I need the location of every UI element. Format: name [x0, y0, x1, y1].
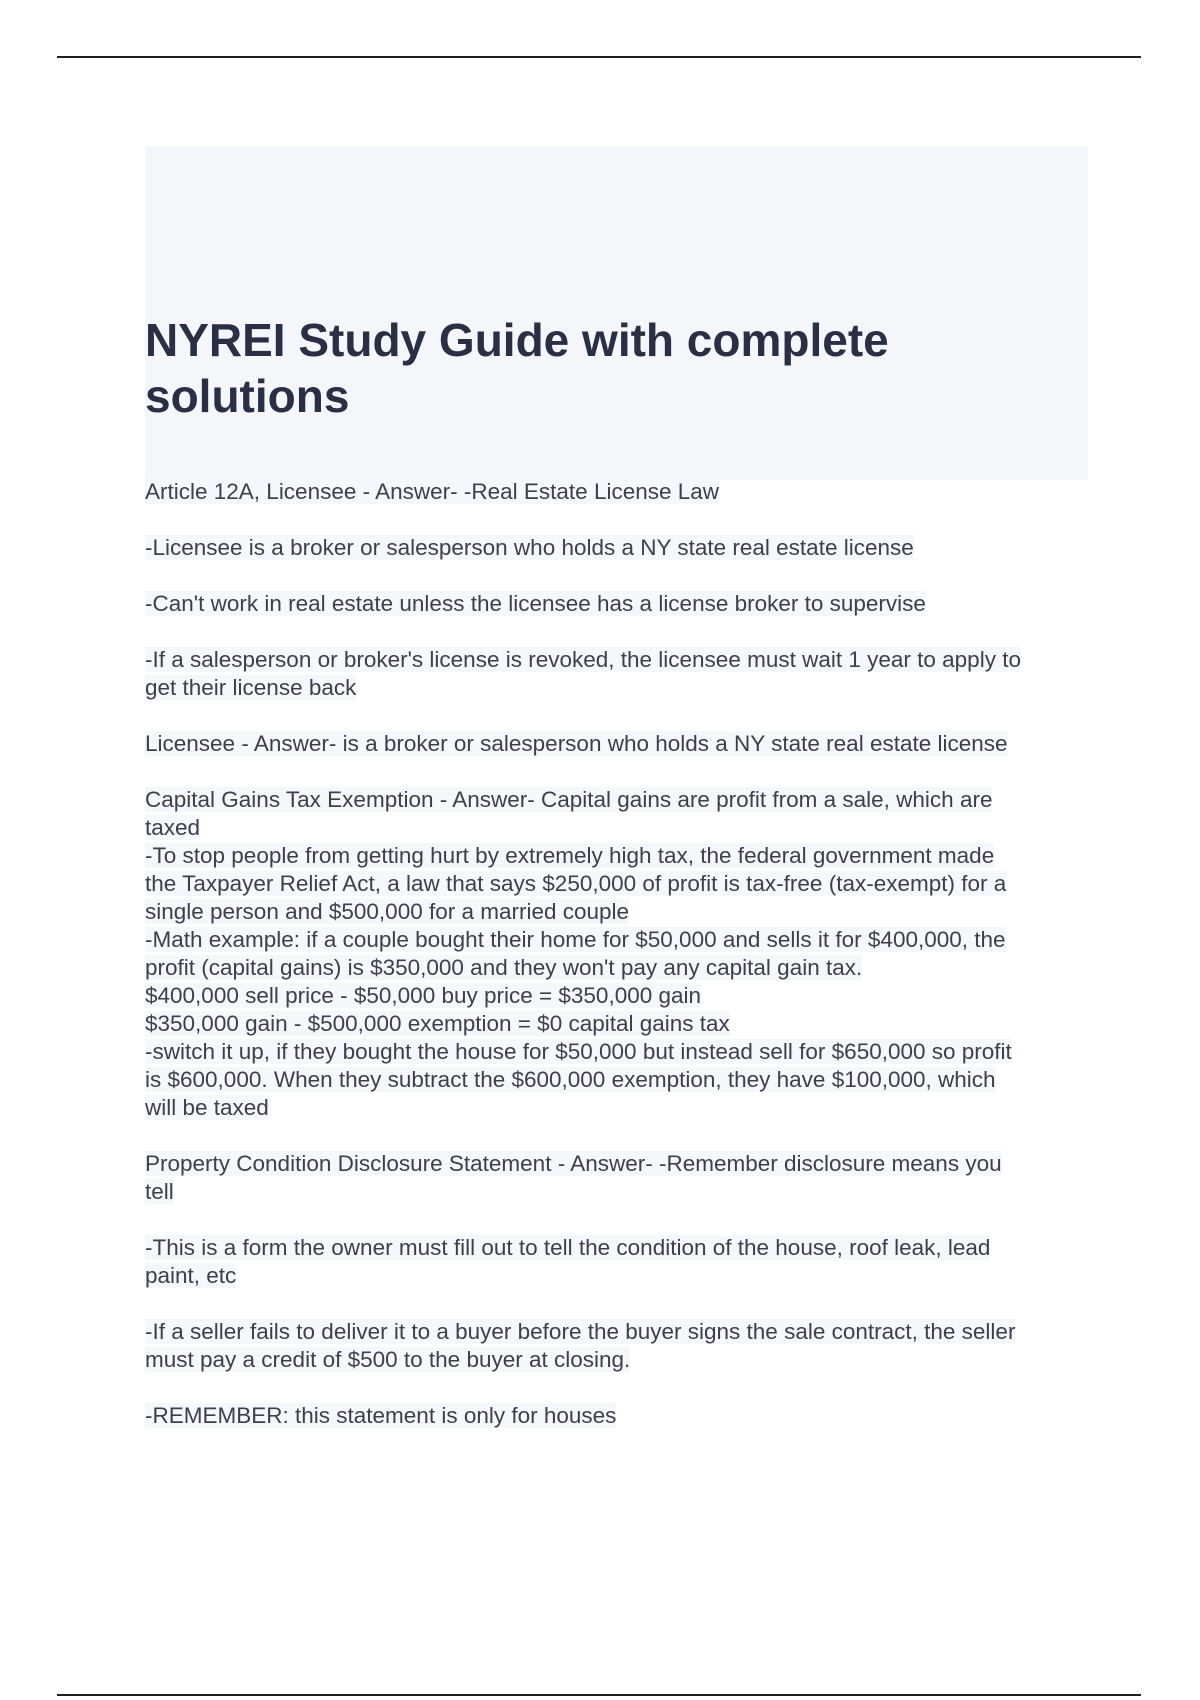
paragraph [145, 590, 1095, 618]
paragraph [145, 534, 1095, 562]
text-line-content: -Math example: if a couple bought their home for $50,000 and sells it for $400,000, the [145, 927, 1006, 952]
text-line-content: -REMEMBER: this statement is only for houses [145, 1403, 617, 1428]
text-line-content: -If a salesperson or broker's license is revoked, the licensee must wait 1 year to apply to [145, 647, 1021, 672]
text-line-content: $400,000 sell price - $50,000 buy price = $350,000 gain [145, 983, 702, 1008]
text-line [145, 814, 1095, 842]
text-line [145, 1262, 1095, 1290]
text-line [145, 1066, 1095, 1094]
text-line-content: -Licensee is a broker or salesperson who holds a NY state real estate license [145, 535, 914, 560]
document-body [145, 478, 1095, 1458]
text-line-content: Licensee - Answer- is a broker or salesperson who holds a NY state real estate license [145, 731, 1008, 756]
text-line [145, 1094, 1095, 1122]
text-line [145, 590, 1095, 618]
text-line [145, 674, 1095, 702]
text-line-content: Property Condition Disclosure Statement - Answer- -Remember disclosure means you [145, 1151, 1002, 1176]
text-line [145, 1346, 1095, 1374]
text-line-content: -Can't work in real estate unless the licensee has a license broker to supervise [145, 591, 926, 616]
title-line: NYREI Study Guide with complete [145, 314, 889, 366]
text-line-content: must pay a credit of $500 to the buyer at closing. [145, 1347, 631, 1372]
text-line-content: is $600,000. When they subtract the $600,000 exemption, they have $100,000, which [145, 1067, 996, 1092]
text-line-content: will be taxed [145, 1095, 269, 1120]
text-line [145, 842, 1095, 870]
text-line [145, 534, 1095, 562]
text-line-content: taxed [145, 815, 201, 840]
text-line [145, 954, 1095, 982]
page-title [145, 312, 1045, 424]
text-line [145, 646, 1095, 674]
text-line-content: get their license back [145, 675, 357, 700]
text-line [145, 982, 1095, 1010]
text-line-content: profit (capital gains) is $350,000 and they won't pay any capital gain tax. [145, 955, 863, 980]
text-line-content: -switch it up, if they bought the house for $50,000 but instead sell for $650,000 so profit [145, 1039, 1012, 1064]
text-line-content: $350,000 gain - $500,000 exemption = $0 capital gains tax [145, 1011, 730, 1036]
text-line [145, 730, 1095, 758]
paragraph [145, 1150, 1095, 1206]
paragraph [145, 478, 1095, 506]
text-line [145, 1038, 1095, 1066]
text-line-content: -To stop people from getting hurt by extremely high tax, the federal government made [145, 843, 995, 868]
text-line-content: paint, etc [145, 1263, 237, 1288]
paragraph [145, 786, 1095, 1122]
text-line [145, 870, 1095, 898]
text-line-content: the Taxpayer Relief Act, a law that says $250,000 of profit is tax-free (tax-exempt) for a [145, 871, 1007, 896]
paragraph [145, 730, 1095, 758]
top-rule [57, 56, 1141, 58]
paragraph [145, 1402, 1095, 1430]
text-line [145, 1150, 1095, 1178]
text-line-content: single person and $500,000 for a married couple [145, 899, 630, 924]
title-line: solutions [145, 370, 350, 422]
text-line [145, 926, 1095, 954]
text-line [145, 898, 1095, 926]
text-line-content: Article 12A, Licensee - Answer- -Real Estate License Law [145, 479, 720, 504]
text-line [145, 1318, 1095, 1346]
text-line-content: -This is a form the owner must fill out to tell the condition of the house, roof leak, lead [145, 1235, 991, 1260]
bottom-rule [57, 1694, 1141, 1696]
text-line [145, 1402, 1095, 1430]
text-line [145, 786, 1095, 814]
paragraph [145, 1234, 1095, 1290]
text-line-content: Capital Gains Tax Exemption - Answer- Capital gains are profit from a sale, which are [145, 787, 993, 812]
text-line [145, 478, 1095, 506]
paragraph [145, 646, 1095, 702]
paragraph [145, 1318, 1095, 1374]
text-line-content: tell [145, 1179, 174, 1204]
text-line [145, 1010, 1095, 1038]
text-line [145, 1234, 1095, 1262]
text-line [145, 1178, 1095, 1206]
text-line-content: -If a seller fails to deliver it to a buyer before the buyer signs the sale contract, the seller [145, 1319, 1016, 1344]
